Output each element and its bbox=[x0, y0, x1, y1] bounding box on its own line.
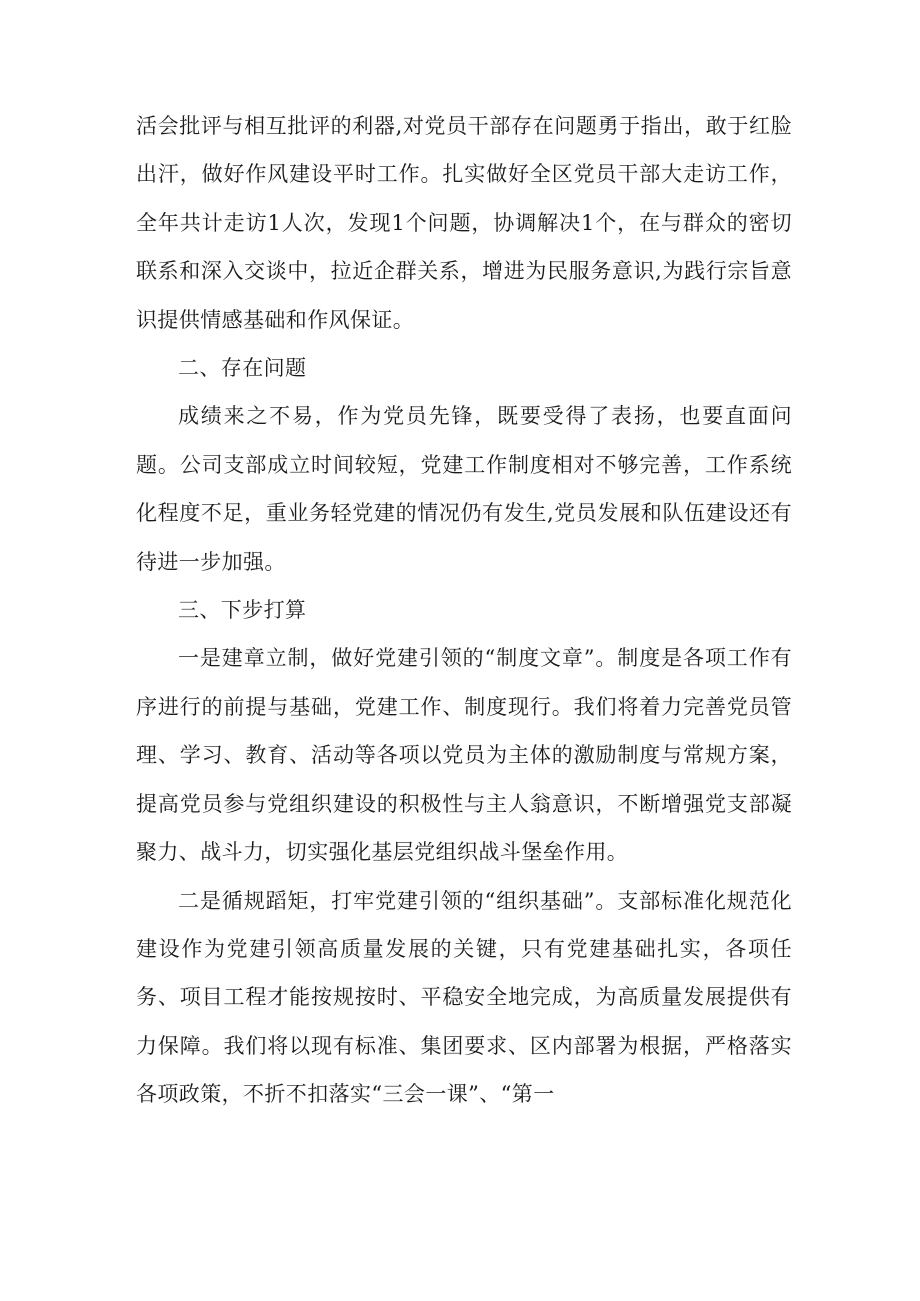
paragraph-problems: 成绩来之不易，作为党员先锋，既要受得了表扬，也要直面问题。公司支部成立时间较短，党建工作制度相对不够完善，工作系统化程度不足，重业务轻党建的情况仍有发生,党员发展和队伍建设还有待进一步加强。 bbox=[136, 404, 792, 574]
section-heading-next-steps: 三、下步打算 bbox=[178, 598, 307, 623]
section-heading-problems: 二、存在问题 bbox=[178, 356, 307, 381]
paragraph-plan-two: 二是循规蹈矩，打牢党建引领的“组织基础”。支部标准化规范化建设作为党建引领高质量发展的关键，只有党建基础扎实，各项任务、项目工程才能按规按时、平稳安全地完成，为高质量发展提供有力保障。我们将以现有标准、集团要求、区内部署为根据，严格落实各项政策，不折不扣落实“三会一课”、“第一 bbox=[136, 888, 792, 1107]
paragraph-continuation: 活会批评与相互批评的利器,对党员干部存在问题勇于指出，敢于红脸出汗，做好作风建设平时工作。扎实做好全区党员干部大走访工作，全年共计走访1人次，发现1个问题，协调解决1个，在与群众的密切联系和深入交谈中，拉近企群关系，增进为民服务意识,为践行宗旨意识提供情感基础和作风保证。 bbox=[136, 114, 792, 332]
document-body bbox=[136, 102, 792, 1119]
paragraph-plan-one: 一是建章立制，做好党建引领的“制度文章”。制度是各项工作有序进行的前提与基础，党建工作、制度现行。我们将着力完善党员管理、学习、教育、活动等各项以党员为主体的激励制度与常规方案，提高党员参与党组织建设的积极性与主人翁意识，不断增强党支部凝聚力、战斗力，切实强化基层党组织战斗堡垒作用。 bbox=[136, 646, 792, 865]
